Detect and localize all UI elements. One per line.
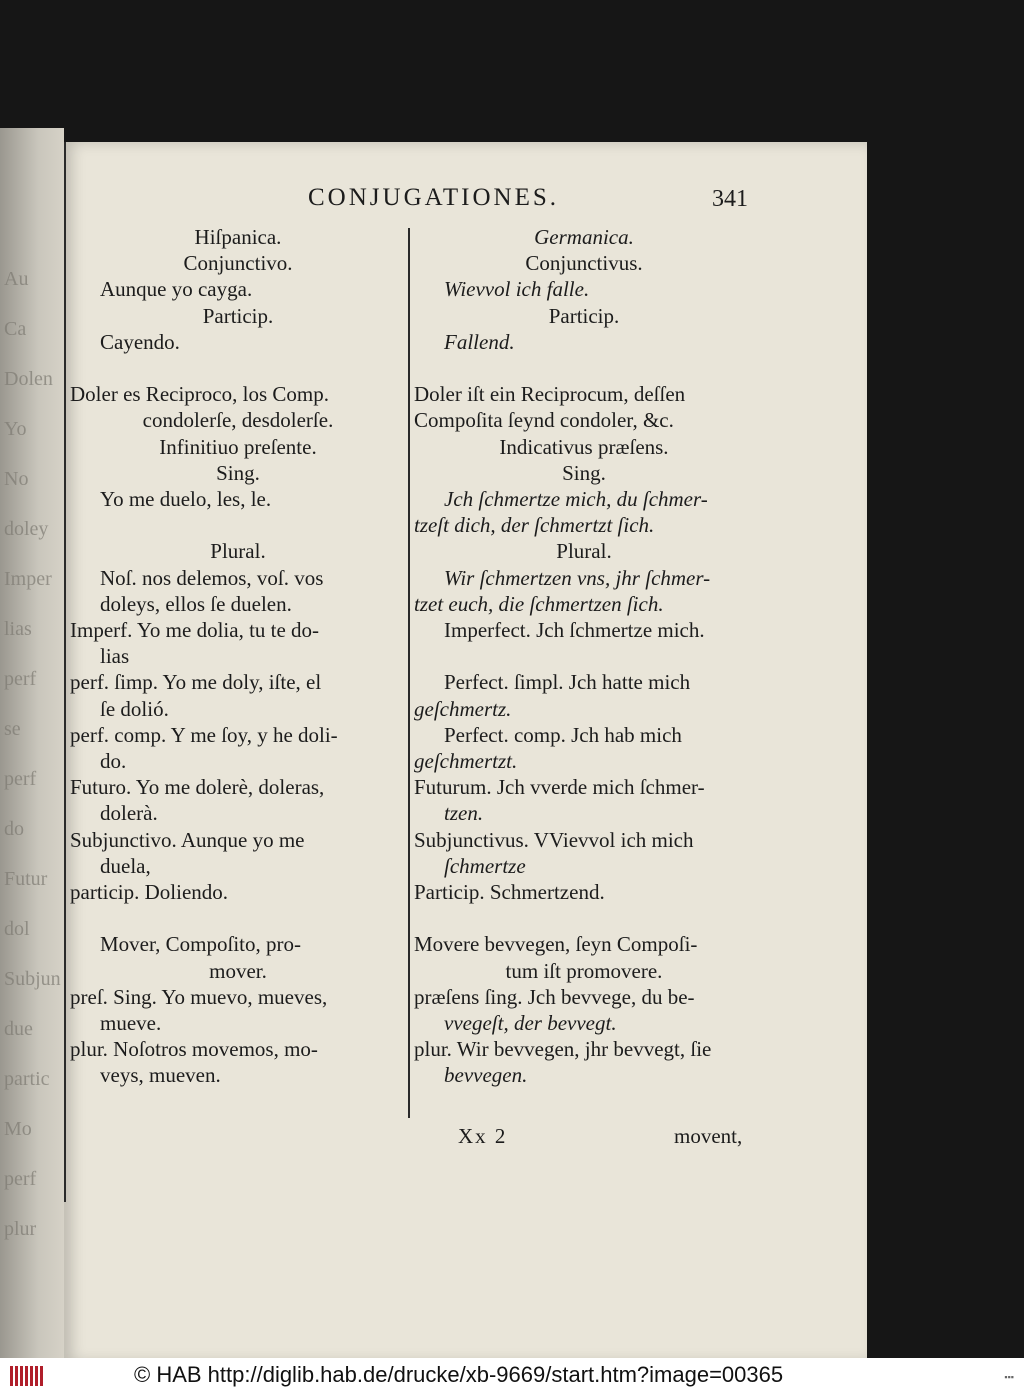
text-line: Jch ſchmertze mich, du ſchmer- xyxy=(444,487,708,511)
text-line: Particip. xyxy=(548,303,620,328)
text-line: do. xyxy=(100,749,127,773)
text-line: bevvegen. xyxy=(444,1063,528,1088)
text-line: plur. Noſotros movemos, mo- xyxy=(70,1037,318,1062)
text-line: Noſ. nos delemos, voſ. vos xyxy=(100,565,324,590)
text-line: Conjunctivus. xyxy=(525,251,643,276)
text-line: Futuro. Yo me dolerè, doleras, xyxy=(70,775,325,800)
text-line: duela, xyxy=(100,853,151,878)
text-line: mover. xyxy=(209,958,267,983)
facing-page-fragment: Au xyxy=(4,268,29,290)
text-line: perf. comp. Y me ſoy, y he doli- xyxy=(70,722,338,747)
text-line: plur. Wir bevvegen, jhr bevvegt, ſie xyxy=(414,1037,712,1062)
text-line: Indicativus præſens. xyxy=(499,434,669,459)
facing-page-fragment: Imper xyxy=(4,568,52,590)
text-line: Yo me duelo, les, le. xyxy=(100,487,272,511)
facing-page-fragment: due xyxy=(4,1018,33,1040)
gutter-rule xyxy=(64,142,66,1202)
text-line: Germanica. xyxy=(534,225,634,249)
text-line: dolerà. xyxy=(100,801,158,826)
text-line: lias xyxy=(100,644,130,669)
credit-link[interactable]: © HAB http://diglib.hab.de/drucke/xb-9669/start.htm?image=00365 xyxy=(134,1362,784,1387)
text-line: Plural. xyxy=(556,539,612,564)
facing-page-fragment: Yo xyxy=(4,418,27,440)
text-line xyxy=(414,643,754,669)
text-line: Perfect. ſimpl. Jch hatte mich xyxy=(444,670,691,695)
text-line: Wir ſchmertzen vns, jhr ſchmer- xyxy=(444,565,711,590)
facing-page-fragment: Dolen xyxy=(4,368,53,390)
text-line xyxy=(70,905,406,931)
facing-page-fragment: perf xyxy=(4,1168,37,1190)
text-line: tzeſt dich, der ſchmertzt ſich. xyxy=(414,513,655,538)
running-title: CONJUGATIONES. xyxy=(308,184,560,211)
facing-page-fragment: do xyxy=(4,818,24,840)
text-line: Imperf. Yo me dolia, tu te do- xyxy=(70,618,320,642)
text-line: condolerſe, desdolerſe. xyxy=(142,408,334,433)
page-header xyxy=(64,184,867,220)
text-line: Subjunctivus. VVievvol ich mich xyxy=(414,827,694,852)
corner-dots: ▪▪▪ xyxy=(1004,1372,1014,1382)
text-line xyxy=(414,905,754,931)
facing-page-fragment: lias xyxy=(4,618,32,640)
text-line xyxy=(70,512,406,538)
text-line: Doler iſt ein Reciprocum, deſſen xyxy=(414,382,686,407)
text-line: Futurum. Jch vverde mich ſchmer- xyxy=(414,775,705,800)
text-line: vvegeſt, der bevvegt. xyxy=(444,1011,617,1035)
page-number: 341 xyxy=(712,186,748,212)
text-line: tzen. xyxy=(444,801,484,826)
text-line xyxy=(414,355,754,381)
text-line: Conjunctivo. xyxy=(183,251,293,276)
text-line: Wievvol ich falle. xyxy=(444,277,590,302)
page-footer xyxy=(64,1124,867,1154)
text-line: ſe dolió. xyxy=(100,696,169,721)
text-line: Infinitiuo preſente. xyxy=(159,434,317,459)
facing-page-fragment: perf xyxy=(4,768,37,790)
facing-page-fragment: No xyxy=(4,468,29,490)
text-line: Sing. xyxy=(216,460,260,485)
text-line: Subjunctivo. Aunque yo me xyxy=(70,827,305,852)
text-line: Aunque yo cayga. xyxy=(100,277,253,302)
column-divider xyxy=(408,228,410,1118)
text-line: geſchmertzt. xyxy=(414,749,518,773)
facing-page-fragment: Futur xyxy=(4,868,48,890)
text-line: Cayendo. xyxy=(100,329,180,354)
facing-page-fragment: dol xyxy=(4,918,30,940)
text-line: geſchmertz. xyxy=(414,696,512,721)
text-line: Particip. Schmertzend. xyxy=(414,880,605,904)
facing-page-edge xyxy=(0,128,64,1358)
signature-mark: Xx 2 xyxy=(458,1124,508,1148)
text-line: preſ. Sing. Yo muevo, mueves, xyxy=(70,984,328,1009)
facing-page-fragment: perf xyxy=(4,668,37,690)
text-line: perf. ſimp. Yo me doly, iſte, el xyxy=(70,670,322,695)
facing-page-fragment: partic xyxy=(4,1068,50,1090)
facing-page-fragment: plur xyxy=(4,1218,37,1240)
text-line: ſchmertze xyxy=(444,853,526,878)
facing-page-fragment: se xyxy=(4,718,21,740)
text-line xyxy=(70,355,406,381)
facing-page-fragment: doley xyxy=(4,518,49,540)
text-line: tzet euch, die ſchmertzen ſich. xyxy=(414,591,664,616)
text-line: Doler es Reciproco, los Comp. xyxy=(70,382,329,407)
text-line: Perfect. comp. Jch hab mich xyxy=(444,722,682,747)
text-line: mueve. xyxy=(100,1011,162,1035)
text-line: doleys, ellos ſe duelen. xyxy=(100,591,292,616)
text-line: Movere bevvegen, ſeyn Compoſi- xyxy=(414,932,698,957)
text-line: Fallend. xyxy=(444,329,515,354)
viewer-credit-bar xyxy=(0,1358,1024,1394)
text-line: Hiſpanica. xyxy=(194,225,282,249)
facing-page-fragment: Subjun xyxy=(4,968,61,990)
text-line: præſens ſing. Jch bevvege, du be- xyxy=(414,984,695,1009)
facing-page-fragment: Mo xyxy=(4,1118,32,1140)
book-page xyxy=(64,142,867,1362)
hab-logo-icon xyxy=(10,1366,44,1386)
text-line: Imperfect. Jch ſchmertze mich. xyxy=(444,618,705,642)
text-line: Sing. xyxy=(562,460,606,485)
text-line: Compoſita ſeynd condoler, &c. xyxy=(414,408,674,433)
catchword: movent, xyxy=(674,1124,743,1148)
text-line: veys, mueven. xyxy=(100,1063,221,1088)
facing-page-fragment: Ca xyxy=(4,318,27,340)
text-line: particip. Doliendo. xyxy=(70,880,229,904)
text-line: tum iſt promovere. xyxy=(505,958,663,983)
text-line: Particip. xyxy=(202,303,274,328)
text-line: Mover, Compoſito, pro- xyxy=(100,932,301,957)
text-line: Plural. xyxy=(210,539,266,564)
